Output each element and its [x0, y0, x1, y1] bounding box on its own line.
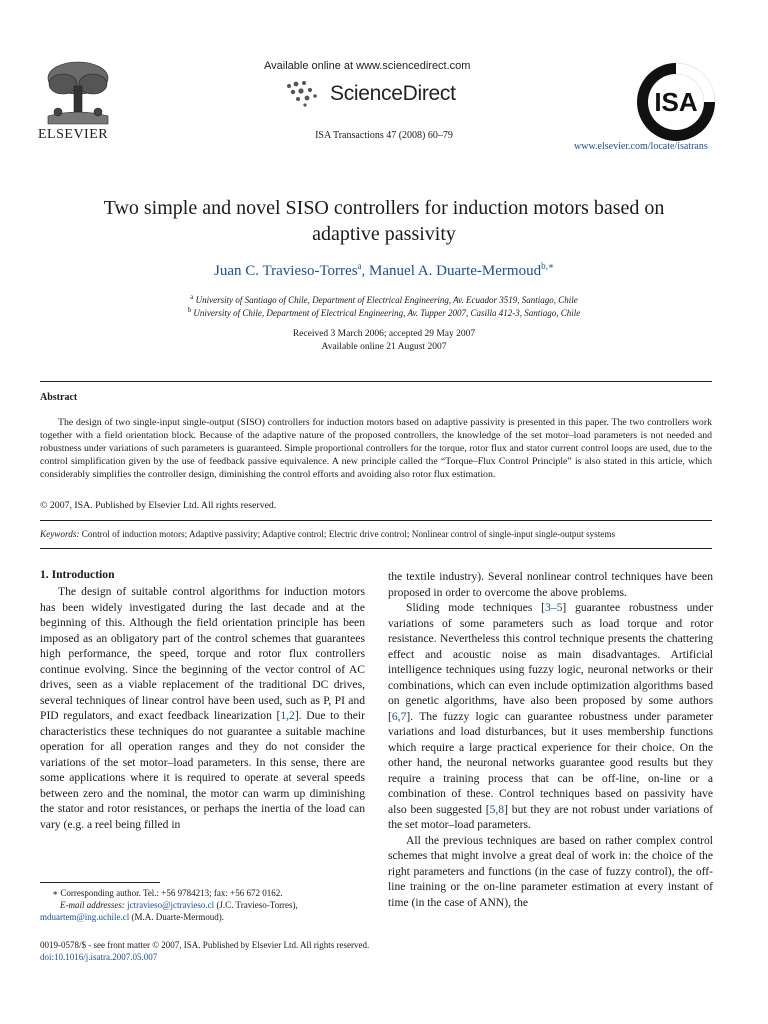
corresponding-author-note: ∗ Corresponding author. Tel.: +56 9784213; fax: +56 672 0162. [52, 888, 283, 898]
footnotes: ∗ Corresponding author. Tel.: +56 9784213; fax: +56 672 0162. E-mail addresses: jctravieso@jctravieso.cl (J.C. Travieso-Torres), mduartem@ing.uchile.cl (M.A. Duarte-Mermoud). [40, 887, 370, 923]
intro-left-column [40, 584, 365, 832]
sciencedirect-dots-icon [285, 78, 325, 108]
ref-5-8-link[interactable]: 5,8 [489, 802, 505, 816]
abstract-copyright: © 2007, ISA. Published by Elsevier Ltd. All rights reserved. [40, 500, 277, 511]
divider-top [40, 381, 712, 382]
intro-paragraph-2: Sliding mode techniques [3–5] guarantee robustness under variations of some parameters such as load torque and rotor resistance. Nevertheless this control technique presents the chattering effect and acoustic noise as main disadvantages. Artificial intelligence techniques using fuzzy logic, neuronal networks or their combinations, which can even include optimization algorithms based on genetic algorithms, have also been proposed by some authors [6,7]. The fuzzy logic can guarantee robustness under parameter variations and load disturbances, but it uses membership functions which require a large practical experience for their choice. On the other hand, the neuronal networks guarantee good results but they require a training process that can be off-line, on-line or a combination of these. Control techniques based on passivity have also been suggested [5,8] but they are not robust under variations of the set motor–load parameters. [388, 601, 713, 831]
intro-right-column [388, 569, 713, 910]
ref-6-7-link[interactable]: 6,7 [391, 709, 407, 723]
intro-paragraph-3: All the previous techniques are based on rather complex control schemes that might involve a great deal of work in: the choice of the right parameters and functions (in the case of fuzzy control), the off-line training or the on-line parameter estimation at every instant of time (in the case of ANN), the [388, 833, 713, 909]
publisher-name: ELSEVIER [38, 127, 109, 142]
available-online-text: Available online at www.sciencedirect.com [264, 60, 471, 72]
footnote-divider [40, 882, 160, 883]
author-1[interactable]: Juan C. Travieso-Torres [214, 263, 358, 279]
affiliation-a: $^a$ University of Santiago of Chile, Department of Electrical Engineering, Av. Ecuador 3519, Santiago, Chile [190, 293, 578, 305]
affiliation-b: $^b$ University of Chile, Department of Electrical Engineering, Av. Tupper 2007, Casilla 412-3, Santiago, Chile [187, 306, 581, 318]
issn-line: 0019-0578/$ - see front matter © 2007, ISA. Published by Elsevier Ltd. All rights reserved. [40, 940, 370, 950]
divider-abstract [40, 520, 712, 521]
doi-link[interactable]: doi:10.1016/j.isatra.2007.05.007 [40, 952, 158, 962]
intro-paragraph-continued: the textile industry). Several nonlinear control techniques have been proposed in order to overcome the above problems. [388, 570, 713, 599]
elsevier-tree-logo [38, 58, 118, 130]
online-date: Available online 21 August 2007 [321, 342, 447, 352]
section-heading-introduction: 1. Introduction [40, 568, 115, 581]
paper-title: Two simple and novel SISO controllers for induction motors based on adaptive passivity [103, 197, 665, 245]
received-dates: Received 3 March 2006; accepted 29 May 2007 [292, 329, 476, 339]
divider-keywords [40, 548, 712, 549]
isa-logo [634, 60, 718, 144]
ref-3-5-link[interactable]: 3–5 [545, 601, 563, 614]
abstract-heading: Abstract [40, 392, 78, 403]
email-2-link[interactable]: mduartem@ing.uchile.cl [40, 912, 130, 922]
authors-line: Juan C. Travieso-Torres$^a$, Manuel A. Duarte-Mermoud$^{b,∗}$ [214, 261, 554, 279]
intro-paragraph-1: The design of suitable control algorithms for induction motors has been widely investigated during the last decade and at the beginning of this. Although the field orientation principle has been imposed as an obligatory part of the control schemes that guarantees high performance, the speed, torque and rotor flux controllers continue evolving. Since the beginning of the vector control of AC drives, seen as a viable replacement of the traditional DC drives, several techniques of linear control have been used, such as P, PI and PID regulators, and exact feedback linearization [1,2]. Due to their characteristics these techniques do not guarantee a suitable machine operation for all operation ranges and they do not consider the variations of the set motor–load parameters. In this sense, there are some applications where it is required to operate at several speeds between zero and the nominal, the motor can warm up diminishing the stator and rotor resistances, or perhaps the inertia of the load can vary (e.g. a reel being filled in [40, 585, 365, 831]
author-2[interactable]: Manuel A. Duarte-Mermoud [369, 263, 542, 279]
keywords: Keywords: Control of induction motors; Adaptive passivity; Adaptive control; Electric drive control; Nonlinear control of single-input single-output systems [40, 529, 616, 539]
journal-citation: ISA Transactions 47 (2008) 60–79 [315, 130, 453, 141]
email-1-link[interactable]: jctravieso@jctravieso.cl [127, 900, 215, 910]
sciencedirect-wordmark: ScienceDirect [330, 82, 456, 105]
ref-1-2-link[interactable]: 1,2 [280, 709, 295, 722]
journal-url-link[interactable]: www.elsevier.com/locate/isatrans [574, 141, 708, 152]
isa-logo-text: ISA [654, 87, 698, 117]
abstract-text: The design of two single-input single-output (SISO) controllers for induction motors based on adaptive passivity is presented in this paper. The two controllers work together with a field orientation block. Because of the adaptive nature of the proposed controllers, the knowledge of the set motor–load parameters is not needed and robustness under variations of such parameters is guaranteed. Simple proportional controllers for the torque, rotor flux and stator current control loops are used, due to the control simplification given by the use of feedback passive equivalence. A new principle called the “Torque–Flux Control Principle” is also stated in this article, which considerably simplifies the controller design, diminishing the control efforts and avoiding also rotor flux estimation. [40, 417, 712, 480]
bottom-matter [40, 939, 369, 963]
